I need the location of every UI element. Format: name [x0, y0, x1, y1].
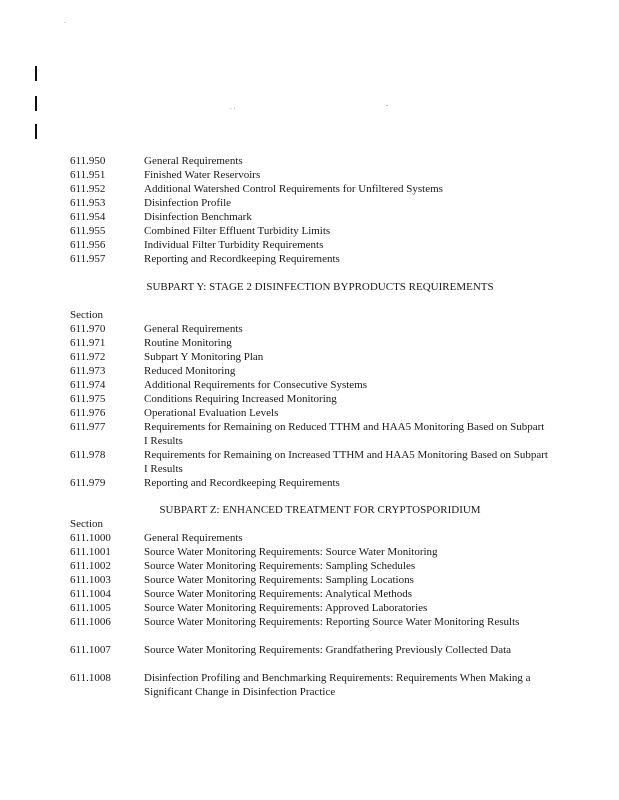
- section-number: 611.972: [70, 351, 106, 363]
- section-number: 611.1006: [70, 616, 111, 628]
- list-item: [70, 420, 570, 448]
- list-item: [70, 238, 570, 252]
- list-item: [70, 154, 570, 168]
- list-item: [70, 350, 570, 364]
- list-item: [70, 587, 570, 601]
- section-number: 611.978: [70, 449, 106, 461]
- list-item: [70, 448, 570, 476]
- section-list-subpart-x: [70, 154, 570, 266]
- section-number: 611.1001: [70, 546, 111, 558]
- list-item: [70, 182, 570, 196]
- list-item: [70, 531, 570, 545]
- section-number: 611.955: [70, 225, 106, 237]
- section-title: Source Water Monitoring Requirements: Analytical Methods: [144, 588, 413, 600]
- section-number: 611.971: [70, 337, 106, 349]
- section-title: Reporting and Recordkeeping Requirements: [144, 477, 340, 489]
- section-number: 611.970: [70, 323, 106, 335]
- list-item: [70, 364, 570, 378]
- section-title: General Requirements: [144, 532, 243, 544]
- section-title: Disinfection Profile: [144, 197, 232, 209]
- section-number: 611.1003: [70, 574, 111, 586]
- scan-speck: .: [64, 17, 66, 25]
- margin-bar-mark: [35, 124, 37, 139]
- section-title: General Requirements: [144, 155, 243, 167]
- section-title: Subpart Y Monitoring Plan: [144, 351, 264, 363]
- section-number: 611.950: [70, 155, 106, 167]
- subpart-z-heading: SUBPART Z: ENHANCED TREATMENT FOR CRYPTOSPORIDIUM: [159, 504, 481, 516]
- section-title: Conditions Requiring Increased Monitoring: [144, 393, 337, 405]
- section-title: Additional Watershed Control Requirements for Unfiltered Systems: [144, 183, 443, 195]
- list-item: [70, 545, 570, 559]
- section-label: Section: [70, 518, 103, 530]
- section-list-subpart-y: [70, 322, 570, 490]
- list-item: [70, 224, 570, 238]
- list-item: [70, 601, 570, 615]
- section-title: Source Water Monitoring Requirements: Approved Laboratories: [144, 602, 428, 614]
- list-item: [70, 573, 570, 587]
- section-number: 611.974: [70, 379, 106, 391]
- section-title: Routine Monitoring: [144, 337, 232, 349]
- list-item: [70, 392, 570, 406]
- section-title: Finished Water Reservoirs: [144, 169, 261, 181]
- section-number: 611.973: [70, 365, 106, 377]
- list-item: [70, 559, 570, 573]
- section-number: 611.976: [70, 407, 106, 419]
- section-number: 611.951: [70, 169, 106, 181]
- section-title: Source Water Monitoring Requirements: Reporting Source Water Monitoring Results: [144, 616, 520, 628]
- section-title: Source Water Monitoring Requirements: Source Water Monitoring: [144, 546, 438, 558]
- list-item: [70, 378, 570, 392]
- section-title: Source Water Monitoring Requirements: Sampling Schedules: [144, 560, 416, 572]
- section-title: Source Water Monitoring Requirements: Grandfathering Previously Collected Data: [144, 644, 512, 656]
- section-list-subpart-z: [70, 531, 570, 699]
- scan-speck: . .: [230, 103, 236, 111]
- section-title: Reduced Monitoring: [144, 365, 236, 377]
- section-number: 611.977: [70, 421, 106, 433]
- section-title: Requirements for Remaining on Increased TTHM and HAA5 Monitoring Based on Subpart I Results: [144, 449, 548, 475]
- scan-speck: -: [386, 101, 389, 109]
- section-title: Operational Evaluation Levels: [144, 407, 279, 419]
- section-number: 611.1004: [70, 588, 111, 600]
- list-item: [70, 252, 570, 266]
- section-label: Section: [70, 309, 103, 321]
- section-title: Disinfection Profiling and Benchmarking Requirements: Requirements When Making a Significant Change in Disinfection Practice: [144, 672, 531, 698]
- list-item: [70, 615, 570, 643]
- list-item: [70, 671, 570, 699]
- margin-bar-mark: [35, 66, 37, 81]
- section-number: 611.979: [70, 477, 106, 489]
- list-item: [70, 210, 570, 224]
- section-number: 611.953: [70, 197, 106, 209]
- section-number: 611.1005: [70, 602, 111, 614]
- list-item: [70, 643, 570, 671]
- section-number: 611.975: [70, 393, 106, 405]
- section-title: General Requirements: [144, 323, 243, 335]
- section-title: Source Water Monitoring Requirements: Sampling Locations: [144, 574, 414, 586]
- list-item: [70, 322, 570, 336]
- section-title: Combined Filter Effluent Turbidity Limits: [144, 225, 331, 237]
- section-number: 611.952: [70, 183, 106, 195]
- section-title: Additional Requirements for Consecutive Systems: [144, 379, 368, 391]
- section-number: 611.1008: [70, 672, 111, 684]
- list-item: [70, 476, 570, 490]
- section-number: 611.957: [70, 253, 106, 265]
- section-title: Disinfection Benchmark: [144, 211, 252, 223]
- list-item: [70, 336, 570, 350]
- section-number: 611.1007: [70, 644, 111, 656]
- list-item: [70, 168, 570, 182]
- list-item: [70, 196, 570, 210]
- section-number: 611.956: [70, 239, 106, 251]
- margin-bar-mark: [35, 96, 37, 111]
- list-item: [70, 406, 570, 420]
- section-number: 611.954: [70, 211, 106, 223]
- subpart-y-heading: SUBPART Y: STAGE 2 DISINFECTION BYPRODUCTS REQUIREMENTS: [146, 281, 494, 293]
- section-number: 611.1000: [70, 532, 111, 544]
- section-title: Reporting and Recordkeeping Requirements: [144, 253, 340, 265]
- section-title: Requirements for Remaining on Reduced TTHM and HAA5 Monitoring Based on Subpart I Results: [144, 421, 545, 447]
- section-title: Individual Filter Turbidity Requirements: [144, 239, 324, 251]
- section-number: 611.1002: [70, 560, 111, 572]
